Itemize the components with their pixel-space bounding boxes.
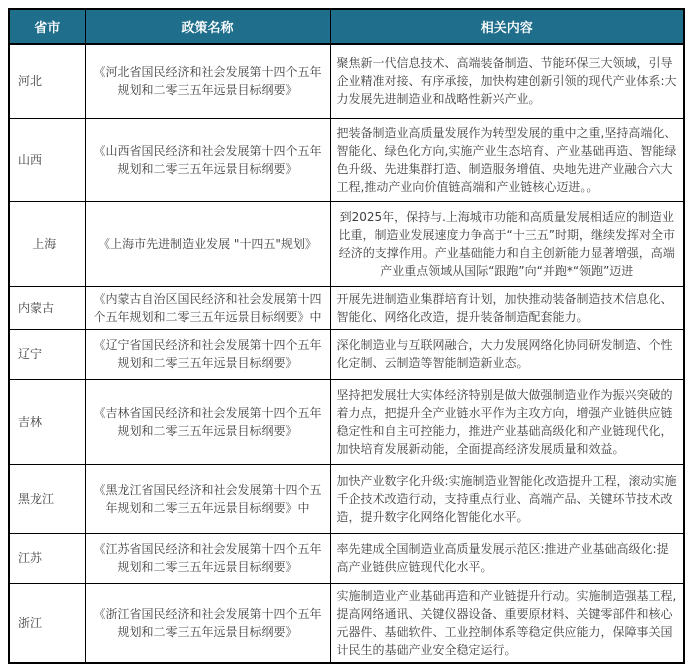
- province-cell: 河北: [9, 44, 85, 118]
- province-cell: 浙江: [9, 583, 85, 663]
- policy-name-cell: 《江苏省国民经济和社会发展第十四个五年规划和二零三五年远景目标纲要》: [85, 533, 330, 583]
- header-cell-policy: 政策名称: [85, 9, 330, 44]
- header-cell-province: 省市: [9, 9, 85, 44]
- province-cell: 辽宁: [9, 329, 85, 379]
- policy-content-cell: 率先建成全国制造业高质量发展示范区:推进产业基础高级化:提高产业链供应链现代化水平。: [330, 533, 684, 583]
- table-row: [9, 583, 684, 663]
- province-cell: 江苏: [9, 533, 85, 583]
- policy-content-cell: 把装备制造业高质量发展作为转型发展的重中之重,坚持高端化、智能化、绿色化方向,实施产业生态培育、产业基础再造、智能绿色升级、先进集群打造、制造服务增值、央地先进产业融合六大工程,推动产业向价值链高端和产业链核心迈进。。: [330, 118, 684, 201]
- table-row: [9, 201, 684, 286]
- table-row: [9, 533, 684, 583]
- policy-name-cell: 《山西省国民经济和社会发展第十四个五年规划和二零三五年远景目标纲要》: [85, 118, 330, 201]
- policy-content-cell: 开展先进制造业集群培育计划，加快推动装备制造技术信息化、智能化、网络化改造，提升装备制造配套能力。: [330, 286, 684, 329]
- policy-name-cell: 《内蒙古自治区国民经济和社会发展第十四个五年规划和二零三五年远景目标纲要》中: [85, 286, 330, 329]
- policy-content-cell: 聚焦新一代信息技术、高端装备制造、节能环保三大领域，引导企业精准对接、有序承接，加快构建创新引领的现代产业体系:大力发展先进制造业和战略性新兴产业。: [330, 44, 684, 118]
- policy-name-cell: 《吉林省国民经济和社会发展第十四个五年规划和二零三五年远景目标纲要》: [85, 379, 330, 464]
- header-row: [9, 9, 684, 44]
- table-header: [9, 9, 684, 44]
- policy-content-cell: 到2025年，保持与.上海城市功能和高质量发展相适应的制造业比重，制造业发展速度力争高于“十三五”时期，继续发挥对全市经济的支撑作用。产业基础能力和自主创新能力显著增强，高端产业重点领域从国际“跟跑”向“并跑*“领跑”迈进: [330, 201, 684, 286]
- table-row: [9, 329, 684, 379]
- policy-name-cell: 《黑龙江省国民经济和社会发展第十四个五年规划和二零三五年远景目标纲要》中: [85, 464, 330, 533]
- table-body: [9, 44, 684, 663]
- table-row: [9, 286, 684, 329]
- province-cell: 山西: [9, 118, 85, 201]
- policy-content-cell: 深化制造业与互联网融合，大力发展网络化协同研发制造、个性化定制、云制造等智能制造新业态。: [330, 329, 684, 379]
- header-cell-content: 相关内容: [330, 9, 684, 44]
- table-row: [9, 464, 684, 533]
- policy-name-cell: 《辽宁省国民经济和社会发展第十四个五年规划和二零三五年远景目标纲要》: [85, 329, 330, 379]
- policy-table: [8, 8, 685, 664]
- policy-name-cell: 《上海市先进制造业发展 "十四五"规划》: [85, 201, 330, 286]
- policy-content-cell: 实施制造业产业基础再造和产业链提升行动。实施制造强基工程,提高网络通讯、关键仪器设备、重要原材料、关键零部件和核心元器件、基础软件、工业控制体系等稳定供应能力，保障事关国计民生的基础产业安全稳定运行。: [330, 583, 684, 663]
- table-row: [9, 118, 684, 201]
- policy-content-cell: 坚持把发展壮大实体经济特别是做大做强制造业作为振兴突破的着力点，把提升全产业链水平作为主攻方向，增强产业链供应链稳定性和自主可控能力，推进产业基础高级化和产业链现代化，加快培育发展新动能，全面提高经济发展质量和效益。: [330, 379, 684, 464]
- province-cell: 内蒙古: [9, 286, 85, 329]
- policy-name-cell: 《浙江省国民经济和社会发展第十四个五年规划和二零三五年远景目标纲要》: [85, 583, 330, 663]
- policy-content-cell: 加快产业数字化升级:实施制造业智能化改造提升工程，滚动实施千企技术改造行动，支持重点行业、高端产品、关键环节技术改造，提升数字化网络化智能化水平。: [330, 464, 684, 533]
- policy-name-cell: 《河北省国民经济和社会发展第十四个五年规划和二零三五年远景目标纲要》: [85, 44, 330, 118]
- province-cell: 上海: [9, 201, 85, 286]
- table-row: [9, 44, 684, 118]
- table-row: [9, 379, 684, 464]
- province-cell: 黑龙江: [9, 464, 85, 533]
- province-cell: 吉林: [9, 379, 85, 464]
